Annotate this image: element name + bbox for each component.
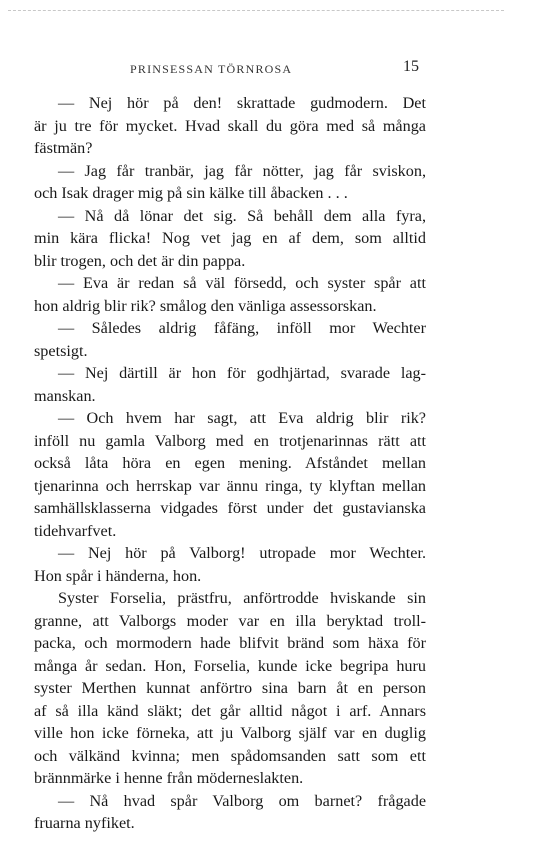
text-line: — Nej hör på den! skrattade gudmodern. Det (58, 94, 426, 112)
text-line: — Således aldrig fåfäng, inföll mor Wechter (58, 319, 426, 337)
text-line: tidehvarfvet. (34, 521, 117, 540)
text-line: Hon spår i händerna, hon. (34, 566, 202, 585)
running-title: PRINSESSAN TÖRNROSA (130, 62, 293, 76)
text-line: brännmärke i henne från möderneslakten. (34, 769, 304, 787)
text-line: manskan. (34, 386, 96, 405)
text-line: fästmän? (34, 139, 93, 157)
text-line: hon aldrig blir rik? smålog den vänliga assessorskan. (34, 296, 377, 315)
text-line: min kära flicka! Nog vet jag en af dem, som alltid (34, 229, 426, 247)
text-line: är ju tre för mycket. Hvad skall du göra med så många (34, 116, 426, 135)
text-line: och Isak drager mig på sin kälke till åbacken . . . (34, 184, 348, 202)
text-line: — Nå då lönar det sig. Så behåll dem alla fyra, (58, 206, 426, 225)
text-line: — Nej hör på Valborg! utropade mor Wechter. (58, 544, 426, 562)
page-number: 15 (403, 58, 419, 75)
body-text (34, 92, 426, 835)
text-line: — Eva är redan så väl försedd, och syster spår att (58, 274, 426, 292)
text-line: och välkänd kvinna; men spådomsanden satt som ett (34, 746, 426, 765)
text-line: Syster Forselia, prästfru, anförtrodde hviskande sin (58, 589, 426, 607)
text-line: inföll nu gamla Valborg med en trotjenarinnas rätt att (34, 431, 426, 450)
text-line: — Jag får tranbär, jag får nötter, jag får sviskon, (58, 161, 426, 180)
text-line: — Och hvem har sagt, att Eva aldrig blir rik? (58, 409, 426, 427)
text-line: tjenarinna och herrskap var ännu ringa, ty klyftan mellan (34, 476, 426, 495)
text-line: blir trogen, och det är din pappa. (34, 251, 246, 270)
text-line: — Nej därtill är hon för godhjärtad, svarade lag- (58, 364, 426, 382)
text-line: — Nå hvad spår Valborg om barnet? frågade (58, 791, 426, 810)
text-line: ville hon icke förneka, att ju Valborg själf var en duglig (34, 724, 426, 742)
text-line: spetsigt. (34, 341, 88, 360)
text-line: granne, att Valborgs moder var en illa beryktad troll- (34, 611, 426, 630)
text-line: af så illa känd släkt; det går alltid något i arf. Annars (34, 701, 426, 720)
text-line: fruarna nyfiket. (34, 814, 135, 832)
text-line: samhällsklasserna vidgades först under det gustavianska (34, 499, 426, 517)
top-edge-rule (8, 10, 504, 11)
text-line: syster Merthen kunnat anförtro sina barn åt en person (34, 679, 426, 697)
text-line: packa, och mormodern hade blifvit bränd som häxa för (34, 634, 426, 652)
text-line: också låta höra en egen mening. Afståndet mellan (34, 454, 426, 472)
text-line: många år sedan. Hon, Forselia, kunde icke begripa huru (34, 656, 426, 675)
